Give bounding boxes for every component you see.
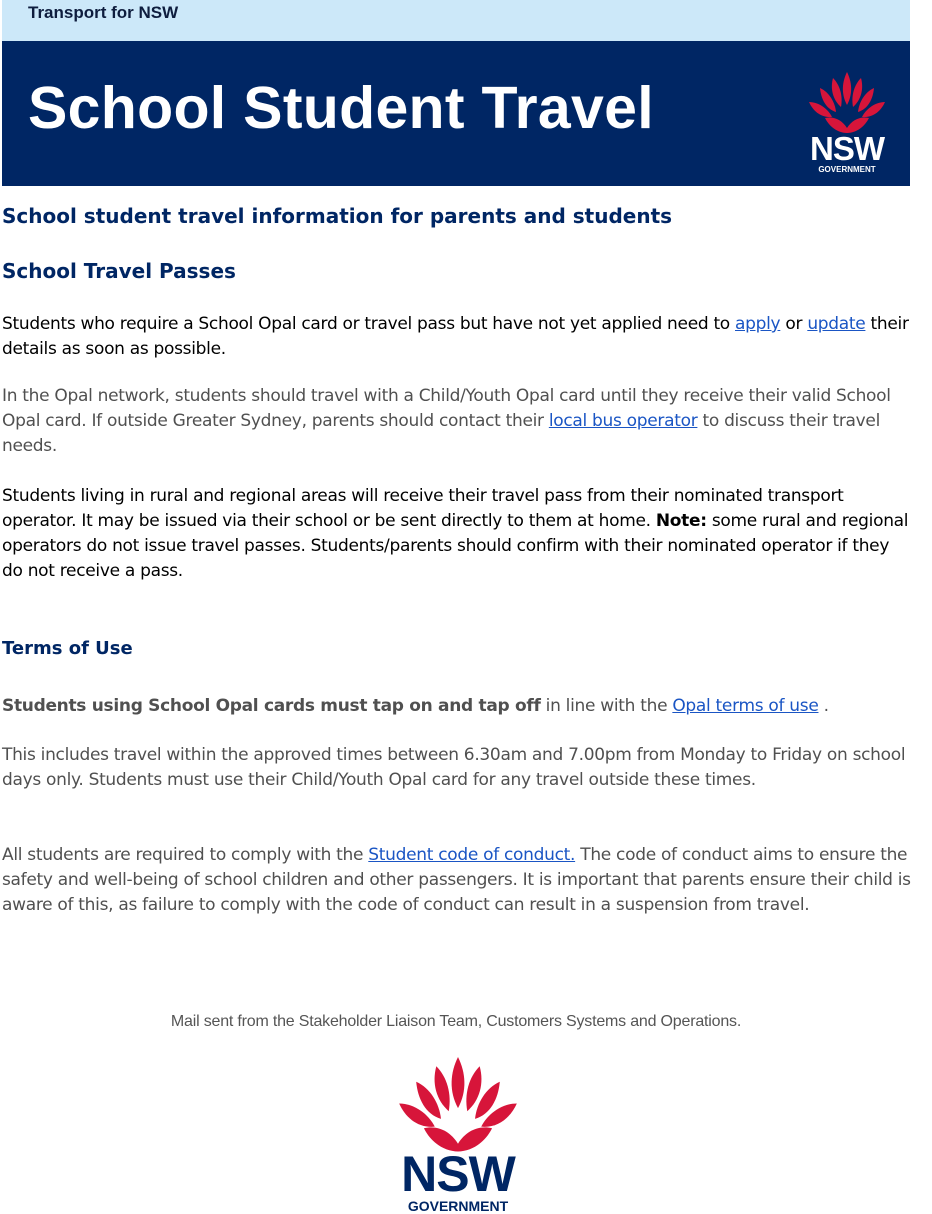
- text: to discuss their travel needs.: [2, 411, 881, 456]
- travel-passes-heading: School Travel Passes: [2, 259, 236, 283]
- opal-network-paragraph: [2, 384, 912, 459]
- text: their details as soon as possible.: [2, 314, 909, 359]
- government-label: GOVERNMENT: [818, 165, 876, 174]
- text: .: [818, 696, 829, 716]
- apply-link[interactable]: apply: [735, 314, 781, 334]
- tap-on-paragraph: [2, 694, 912, 719]
- code-of-conduct-paragraph: [2, 843, 912, 918]
- footer-sender-text: Mail sent from the Stakeholder Liaison Team, Customers Systems and Operations.: [170, 1013, 742, 1030]
- note-label: Note:: [655, 511, 707, 531]
- text: All students are required to comply with the: [2, 845, 369, 865]
- update-link[interactable]: update: [807, 314, 866, 334]
- header-banner: [2, 41, 910, 186]
- text: Students who require a School Opal card or travel pass but have not yet applied need to: [2, 314, 736, 334]
- text: in line with the: [540, 696, 673, 716]
- terms-of-use-heading: Terms of Use: [2, 638, 133, 659]
- text: or: [780, 314, 808, 334]
- text: Students living in rural and regional areas will receive their travel pass from their nominated transport operator. It may be issued via their school or be sent directly to them at home.: [2, 486, 844, 531]
- opal-terms-link[interactable]: Opal terms of use: [672, 696, 819, 716]
- waratah-icon: [803, 72, 891, 134]
- nsw-government-logo: [799, 72, 895, 212]
- top-strip: [2, 0, 910, 41]
- footer-nsw-government-logo: [388, 1057, 528, 1214]
- student-code-of-conduct-link[interactable]: Student code of conduct.: [368, 845, 576, 865]
- banner-title: School Student Travel: [28, 75, 654, 141]
- page-heading: School student travel information for parents and students: [2, 204, 673, 228]
- waratah-icon: [389, 1057, 527, 1153]
- local-bus-operator-link[interactable]: local bus operator: [548, 411, 698, 431]
- brand-name: Transport for NSW: [28, 3, 179, 22]
- text: some rural and regional operators do not issue travel passes. Students/parents should confirm with their nominated operator if they do not receive a pass.: [2, 511, 909, 581]
- approved-times-paragraph: This includes travel within the approved times between 6.30am and 7.00pm from Monday to Friday on school days only. Students must use their Child/Youth Opal card for any travel outside these times.: [2, 745, 906, 790]
- nsw-wordmark: NSW: [401, 1146, 515, 1202]
- nsw-wordmark: NSW: [810, 130, 884, 167]
- rural-regional-paragraph: [2, 484, 912, 584]
- government-label: GOVERNMENT: [407, 1198, 509, 1214]
- text: The code of conduct aims to ensure the safety and well-being of school children and other passengers. It is important that parents ensure their child is aware of this, as failure to comply with the code of conduct can result in a suspension from travel.: [2, 845, 911, 915]
- tap-on-strong: Students using School Opal cards must tap on and tap off: [2, 696, 541, 716]
- apply-paragraph: [2, 312, 912, 362]
- text: In the Opal network, students should travel with a Child/Youth Opal card until they receive their valid School Opal card. If outside Greater Sydney, parents should contact their: [2, 386, 891, 431]
